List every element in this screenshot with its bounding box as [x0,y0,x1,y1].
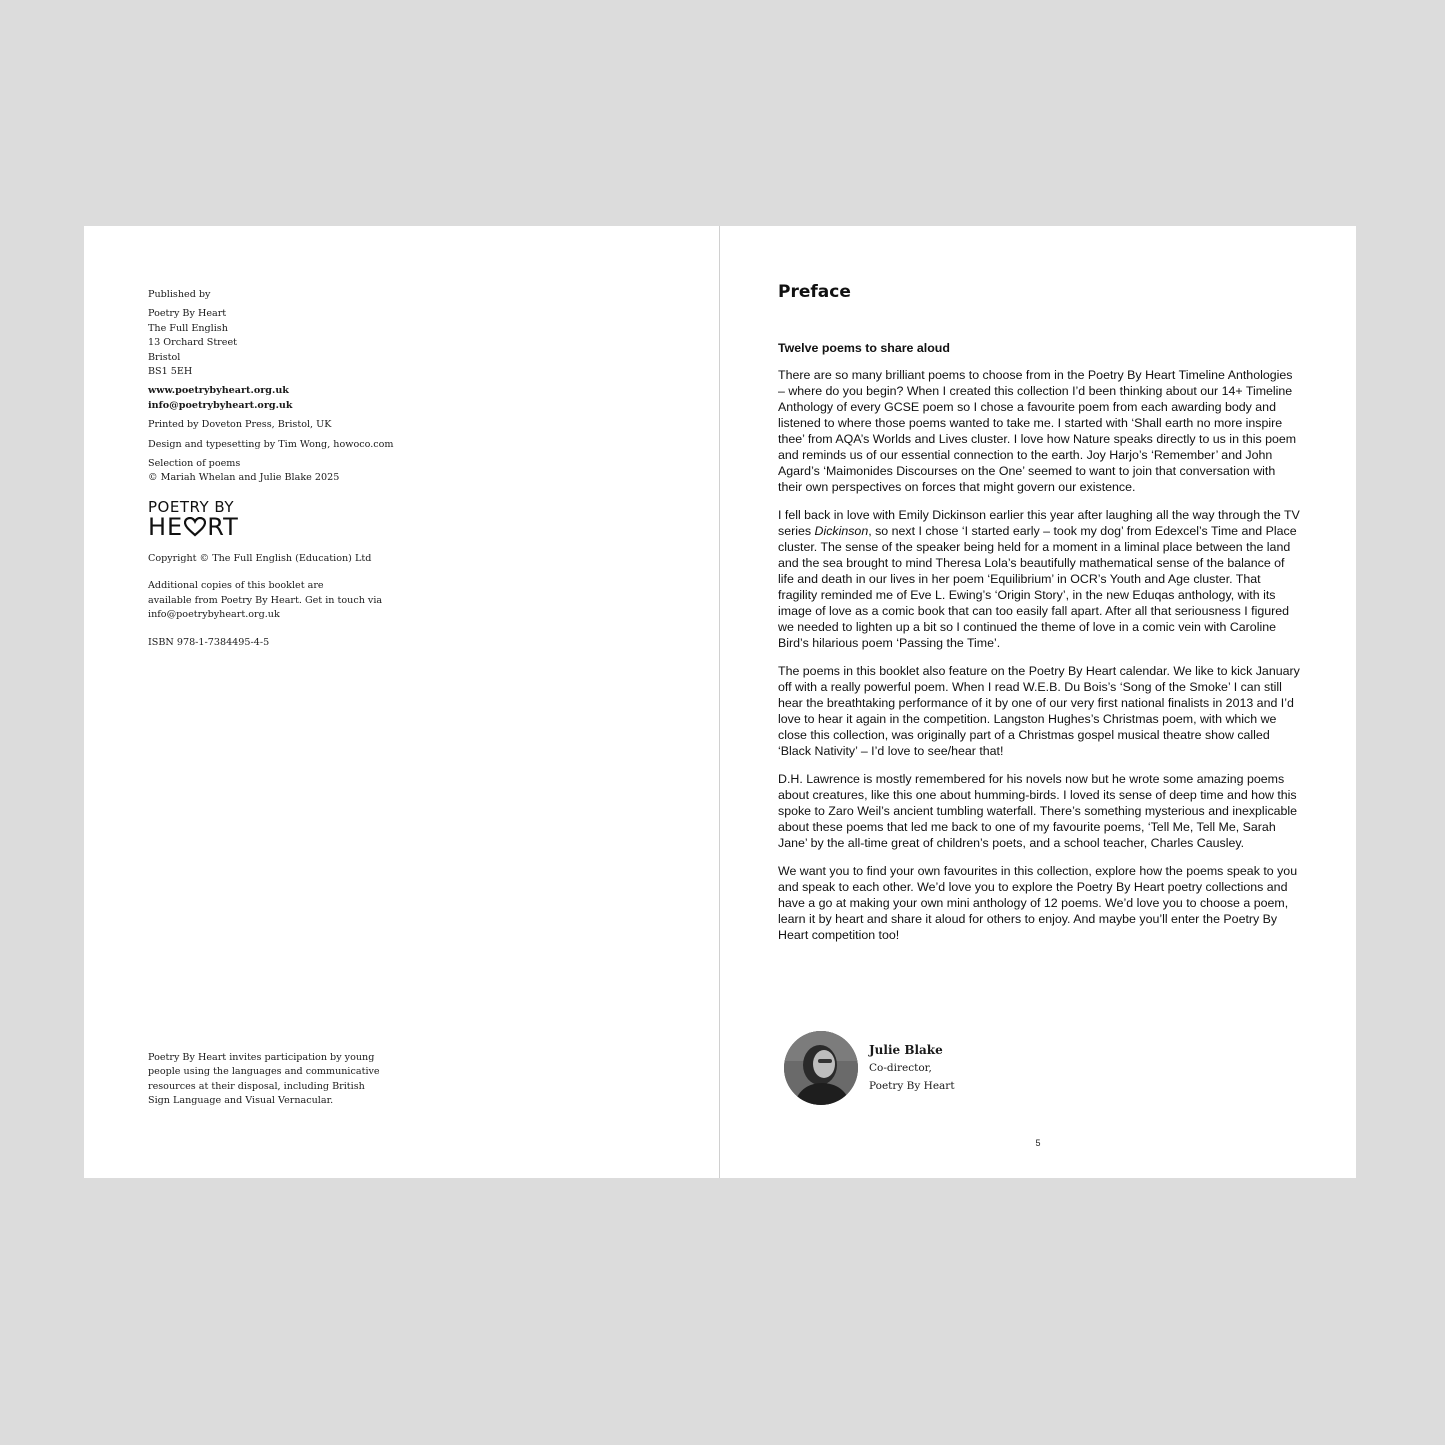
printed-by: Printed by Doveton Press, Bristol, UK [148,419,332,431]
additional-copies-line: available from Poetry By Heart. Get in touch via [148,594,383,606]
italic-title: Dickinson [814,524,869,538]
copyright-line: Copyright © The Full English (Education) Ltd [148,552,372,564]
book-spread [84,226,1356,1178]
preface-subtitle: Twelve poems to share aloud [778,341,950,355]
additional-copies-email[interactable]: info@poetrybyheart.org.uk [148,609,280,621]
participation-note-line: people using the languages and communicative [148,1066,380,1078]
logo-text-he: HE [148,512,184,541]
address-line: Poetry By Heart [148,308,227,320]
paragraph: We want you to find your own favourites in this collection, explore how the poems speak to you and speak to each other. We’d love you to explore the Poetry By Heart poetry collections and have a go at making your own mini anthology of 12 poems. We’d love you to choose a poem, learn it by heart and share it aloud for others to enjoy. And maybe you’ll enter the Poetry By Heart competition too! [778,864,1298,942]
paragraph: D.H. Lawrence is mostly remembered for his novels now but he wrote some amazing poems about creatures, like this one about humming-birds. I loved its sense of deep time and how this spoke to Zaro Weil’s ancient tumbling waterfall. There’s something mysterious and inexplicable about these poems that led me back to one of my favourite poems, ‘Tell Me, Tell Me, Sarah Jane’ by the all-time great of children’s poets, and a school teacher, Charles Causley. [778,772,1298,850]
paragraph: There are so many brilliant poems to choose from in the Poetry By Heart Timeline Anthologies – where do you begin? When I created this collection I’d been thinking about our 14+ Timeline Anthology of every GCSE poem so I chose a favourite poem from each awarding body and listened to where those poems wanted to take me. I started with ‘Shall earth no more inspire thee’ from AQA’s Worlds and Lives cluster. I love how Nature speaks directly to us in this poem and reminds us of our essential connection to the earth. Joy Harjo’s ‘Remember’ and John Agard’s ‘Maimonides Discourses on the One’ seemed to want to join that conversation with their own perspectives on forces that might govern our existence. [778,368,1297,494]
paragraph [778,507,1300,651]
additional-copies-line: Additional copies of this booklet are [148,580,324,592]
participation-note-line: Sign Language and Visual Vernacular. [148,1095,334,1107]
participation-note [148,1051,388,1109]
author-organisation: Poetry By Heart [869,1080,955,1092]
avatar [784,1031,858,1105]
design-credit: Design and typesetting by Tim Wong, howoco.com [148,438,394,450]
paragraph-text: , so next I chose ‘I started early – took my dog’ from Edexcel’s Time and Place cluster. The sense of the speaker being held for a moment in a liminal place between the land and the sea brought to mind Theresa Lola’s beautifully mathematical sense of the balance of life and death in our lives in her poem ‘Equilibrium’ in OCR’s Youth and Age cluster. That fragility reminded me of Eve L. Ewing’s ‘Origin Story’, in the new Eduqas anthology, with its image of love as a comic book that can too easily fall apart. After all that seriousness I figured we needed to lighten up a bit so I continued the theme of love in a comic vein with Caroline Bird’s hilarious poem ‘Passing the Time’. [778,524,1297,650]
paragraph: The poems in this booklet also feature on the Poetry By Heart calendar. We like to kick January off with a really powerful poem. When I read W.E.B. Du Bois’s ‘Song of the Smoke’ I can still hear the breathtaking performance of it by one of our very first national finalists in 2013 and I’d love to hear it again in the competition. Langston Hughes’s Christmas poem, with which we close this collection, was originally part of a Christmas gospel musical theatre show called ‘Black Nativity’ – I’d love to see/hear that! [778,664,1300,758]
preface-body [778,340,1300,955]
author-name: Julie Blake [869,1043,943,1057]
logo-line-1: POETRY BY [148,497,235,516]
participation-note-line: Poetry By Heart invites participation by young [148,1052,375,1063]
address-line: 13 Orchard Street [148,337,237,349]
imprint-block [148,288,448,650]
signature-text [869,1041,955,1095]
portrait-photo-icon [784,1031,858,1105]
logo-line-2 [148,512,258,541]
preface-page [720,226,1356,1178]
selection-copyright: © Mariah Whelan and Julie Blake 2025 [148,472,340,484]
participation-note-line: resources at their disposal, including British [148,1080,365,1092]
email-link[interactable]: info@poetrybyheart.org.uk [148,399,293,411]
selection-line: Selection of poems [148,458,241,470]
address-line: BS1 5EH [148,366,193,378]
author-signature [784,1031,1084,1109]
published-by-label: Published by [148,289,211,300]
page-title: Preface [778,282,851,302]
heart-icon [184,517,206,537]
additional-copies [148,579,448,622]
website-link[interactable]: www.poetrybyheart.org.uk [148,385,289,397]
author-role: Co-director, [869,1062,932,1074]
logo-text-rt: RT [207,512,239,541]
isbn: ISBN 978-1-7384495-4-5 [148,636,270,648]
address-line: Bristol [148,351,181,363]
imprint-page [84,226,720,1178]
publisher-address [148,307,448,379]
paragraph-text: I fell back in love with Emily Dickinson earlier this year after laughing all the way through the TV series [778,508,1300,538]
address-line: The Full English [148,322,228,334]
poetry-by-heart-logo [148,499,258,539]
page-number: 5 [1035,1138,1041,1148]
